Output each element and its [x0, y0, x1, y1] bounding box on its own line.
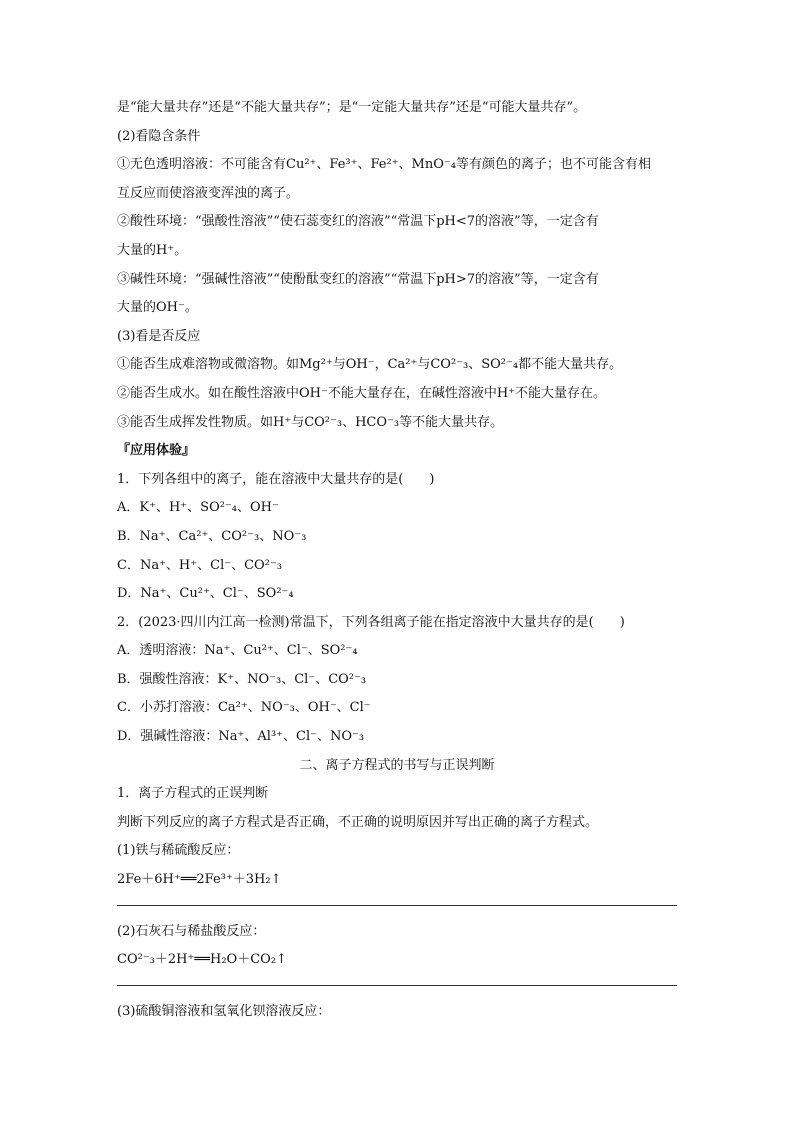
option-a: A．K⁺、H⁺、SO²⁻₄、OH⁻	[117, 500, 279, 516]
text-line: 是“能大量共存”还是“不能大量共存”；是“一定能大量共存”还是“可能大量共存”。	[117, 100, 587, 115]
text-line: 大量的H⁺。	[117, 242, 188, 258]
option-b: B．Na⁺、Ca²⁺、CO²⁻₃、NO⁻₃	[117, 528, 307, 544]
text-line: ②酸性环境：“强酸性溶液”“使石蕊变红的溶液”“常温下pH<7的溶液”等，一定含有	[117, 214, 599, 230]
section-tag: 『应用体验』	[117, 443, 196, 459]
subheading: (2)看隐含条件	[117, 128, 201, 144]
answer-line	[117, 985, 677, 986]
reaction-label: (3)硫酸铜溶液和氢氧化钡溶液反应：	[117, 1003, 331, 1019]
document-body	[117, 94, 677, 1026]
option-b: B．强酸性溶液：K⁺、NO⁻₃、Cl⁻、CO²⁻₃	[117, 671, 367, 687]
reaction-equation: CO²⁻₃＋2H⁺══H₂O＋CO₂↑	[117, 952, 287, 968]
subheading: 1．离子方程式的正误判断	[117, 786, 269, 802]
text-line: 大量的OH⁻。	[117, 300, 198, 316]
text-line: ②能否生成水。如在酸性溶液中OH⁻不能大量存在，在碱性溶液中H⁺不能大量存在。	[117, 385, 607, 401]
text-line: 互反应而使溶液变浑浊的离子。	[117, 185, 300, 201]
question-2: 2．(2023·四川内江高一检测)常温下，下列各组离子能在指定溶液中大量共存的是( )	[117, 614, 625, 630]
text-line: ①能否生成难溶物或微溶物。如Mg²⁺与OH⁻，Ca²⁺与CO²⁻₃、SO²⁻₄都不能大量共存。	[117, 357, 623, 373]
option-d: D．强碱性溶液：Na⁺、Al³⁺、Cl⁻、NO⁻₃	[117, 729, 365, 745]
answer-line	[117, 905, 677, 906]
section-heading: 二、离子方程式的书写与正误判断	[299, 757, 495, 773]
option-c: C．Na⁺、H⁺、Cl⁻、CO²⁻₃	[117, 557, 282, 573]
reaction-label: (2)石灰石与稀盐酸反应：	[117, 923, 266, 939]
reaction-equation: 2Fe＋6H⁺══2Fe³⁺＋3H₂↑	[117, 872, 282, 888]
question-1: 1．下列各组中的离子，能在溶液中大量共存的是( )	[117, 471, 435, 487]
instruction-text: 判断下列反应的离子方程式是否正确，不正确的说明原因并写出正确的离子方程式。	[117, 814, 599, 830]
text-line: ①无色透明溶液：不可能含有Cu²⁺、Fe³⁺、Fe²⁺、MnO⁻₄等有颜色的离子；也不可能含有相	[117, 157, 651, 173]
option-c: C．小苏打溶液：Ca²⁺、NO⁻₃、OH⁻、Cl⁻	[117, 700, 371, 716]
reaction-label: (1)铁与稀硫酸反应：	[117, 843, 240, 859]
option-d: D．Na⁺、Cu²⁺、Cl⁻、SO²⁻₄	[117, 586, 294, 602]
subheading: (3)看是否反应	[117, 328, 201, 344]
text-line: ③能否生成挥发性物质。如H⁺与CO²⁻₃、HCO⁻₃等不能大量共存。	[117, 414, 504, 430]
option-a: A．透明溶液：Na⁺、Cu²⁺、Cl⁻、SO²⁻₄	[117, 643, 358, 659]
text-line: ③碱性环境：“强碱性溶液”“使酚酞变红的溶液”“常温下pH>7的溶液”等，一定含有	[117, 271, 599, 287]
